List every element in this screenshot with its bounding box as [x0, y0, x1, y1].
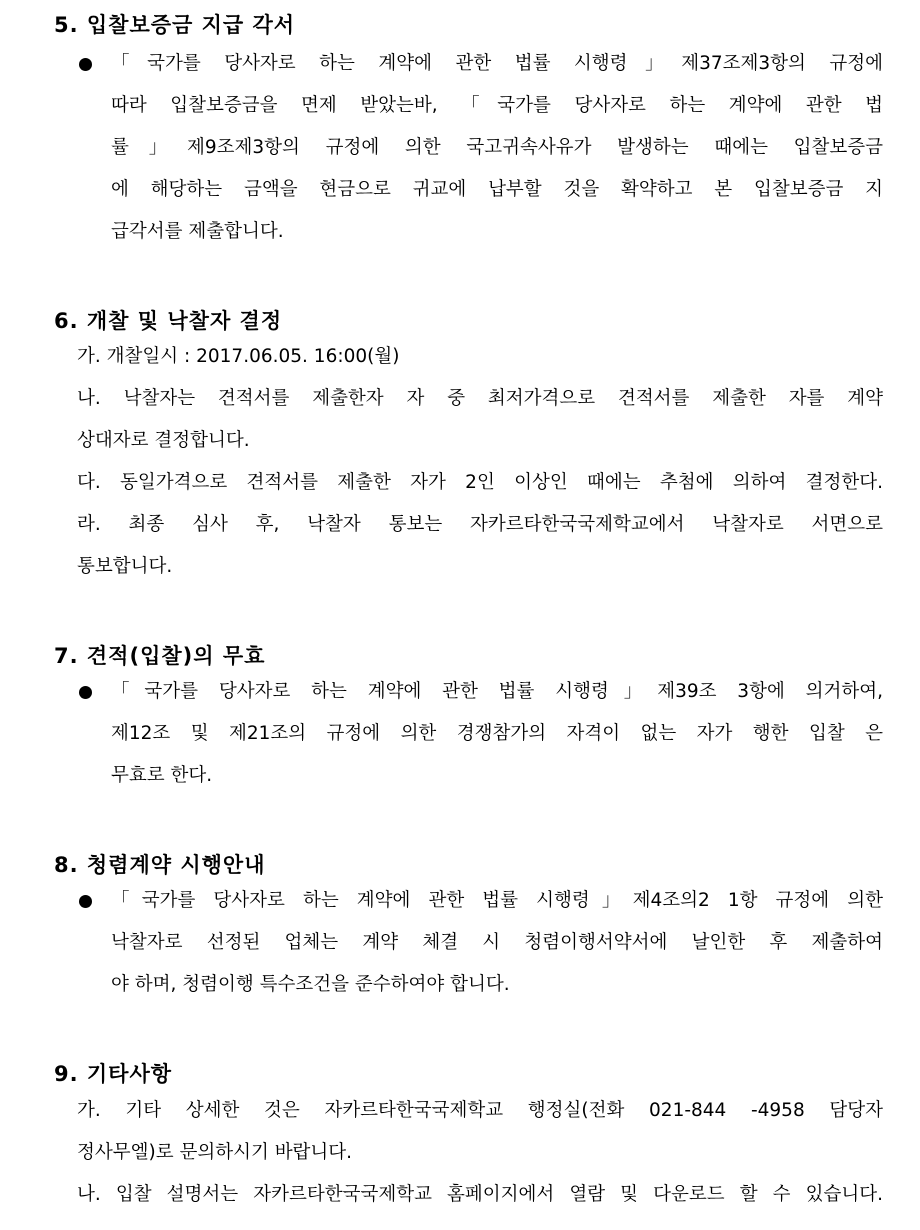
section-6-line-4: 다. 동일가격으로 견적서를 제출한 자가 2인 이상인 때에는 추첨에 의하여 결정한다.: [77, 472, 883, 493]
section-7-heading: 7. 견적(입찰)의 무효: [54, 644, 266, 668]
section-7-line-2: 제12조 및 제21조의 규정에 의한 경쟁참가의 자격이 없는 자가 행한 입찰 은: [111, 723, 883, 744]
section-5-line-2: 따라 입찰보증금을 면제 받았는바, 「국가를 당사자로 하는 계약에 관한 법: [111, 95, 883, 116]
section-9-heading: 9. 기타사항: [54, 1062, 173, 1086]
section-5-line-5: 급각서를 제출합니다.: [111, 221, 284, 242]
section-7-line-1: 「국가를 당사자로 하는 계약에 관한 법률 시행령」제39조 3항에 의거하여,: [111, 681, 883, 702]
section-5-line-4: 에 해당하는 금액을 현금으로 귀교에 납부할 것을 확약하고 본 입찰보증금 지: [111, 179, 883, 200]
section-5-line-1: 「국가를 당사자로 하는 계약에 관한 법률 시행령」제37조제3항의 규정에: [111, 53, 883, 74]
section-5-line-3: 률」제9조제3항의 규정에 의한 국고귀속사유가 발생하는 때에는 입찰보증금: [111, 137, 883, 158]
section-8-line-2: 낙찰자로 선정된 업체는 계약 체결 시 청렴이행서약서에 날인한 후 제출하여: [111, 932, 883, 953]
section-6-line-2: 나. 낙찰자는 견적서를 제출한자 자 중 최저가격으로 견적서를 제출한 자를 계약: [77, 388, 883, 409]
bullet-icon: [79, 895, 92, 908]
section-9-line-1: 가. 기타 상세한 것은 자카르타한국국제학교 행정실(전화 021-844 -4958 담당자: [77, 1100, 883, 1121]
section-8-line-1: 「국가를 당사자로 하는 계약에 관한 법률 시행령」제4조의2 1항 규정에 의한: [111, 890, 883, 911]
section-5-heading: 5. 입찰보증금 지급 각서: [54, 13, 296, 37]
section-9-line-3: 나. 입찰 설명서는 자카르타한국국제학교 홈페이지에서 열람 및 다운로드 할 수 있습니다.: [77, 1184, 883, 1205]
section-6-line-3: 상대자로 결정합니다.: [77, 430, 250, 451]
section-6-line-1: 가. 개찰일시 : 2017.06.05. 16:00(월): [77, 346, 400, 367]
section-7-line-3: 무효로 한다.: [111, 765, 213, 786]
section-8-line-3: 야 하며, 청렴이행 특수조건을 준수하여야 합니다.: [111, 974, 510, 995]
section-6-heading: 6. 개찰 및 낙찰자 결정: [54, 309, 283, 333]
section-6-line-5: 라. 최종 심사 후, 낙찰자 통보는 자카르타한국국제학교에서 낙찰자로 서면으로: [77, 514, 883, 535]
bullet-icon: [79, 58, 92, 71]
section-9-line-2: 정사무엘)로 문의하시기 바랍니다.: [77, 1142, 353, 1163]
section-6-line-6: 통보합니다.: [77, 556, 173, 577]
section-8-heading: 8. 청렴계약 시행안내: [54, 853, 266, 877]
bullet-icon: [79, 686, 92, 699]
